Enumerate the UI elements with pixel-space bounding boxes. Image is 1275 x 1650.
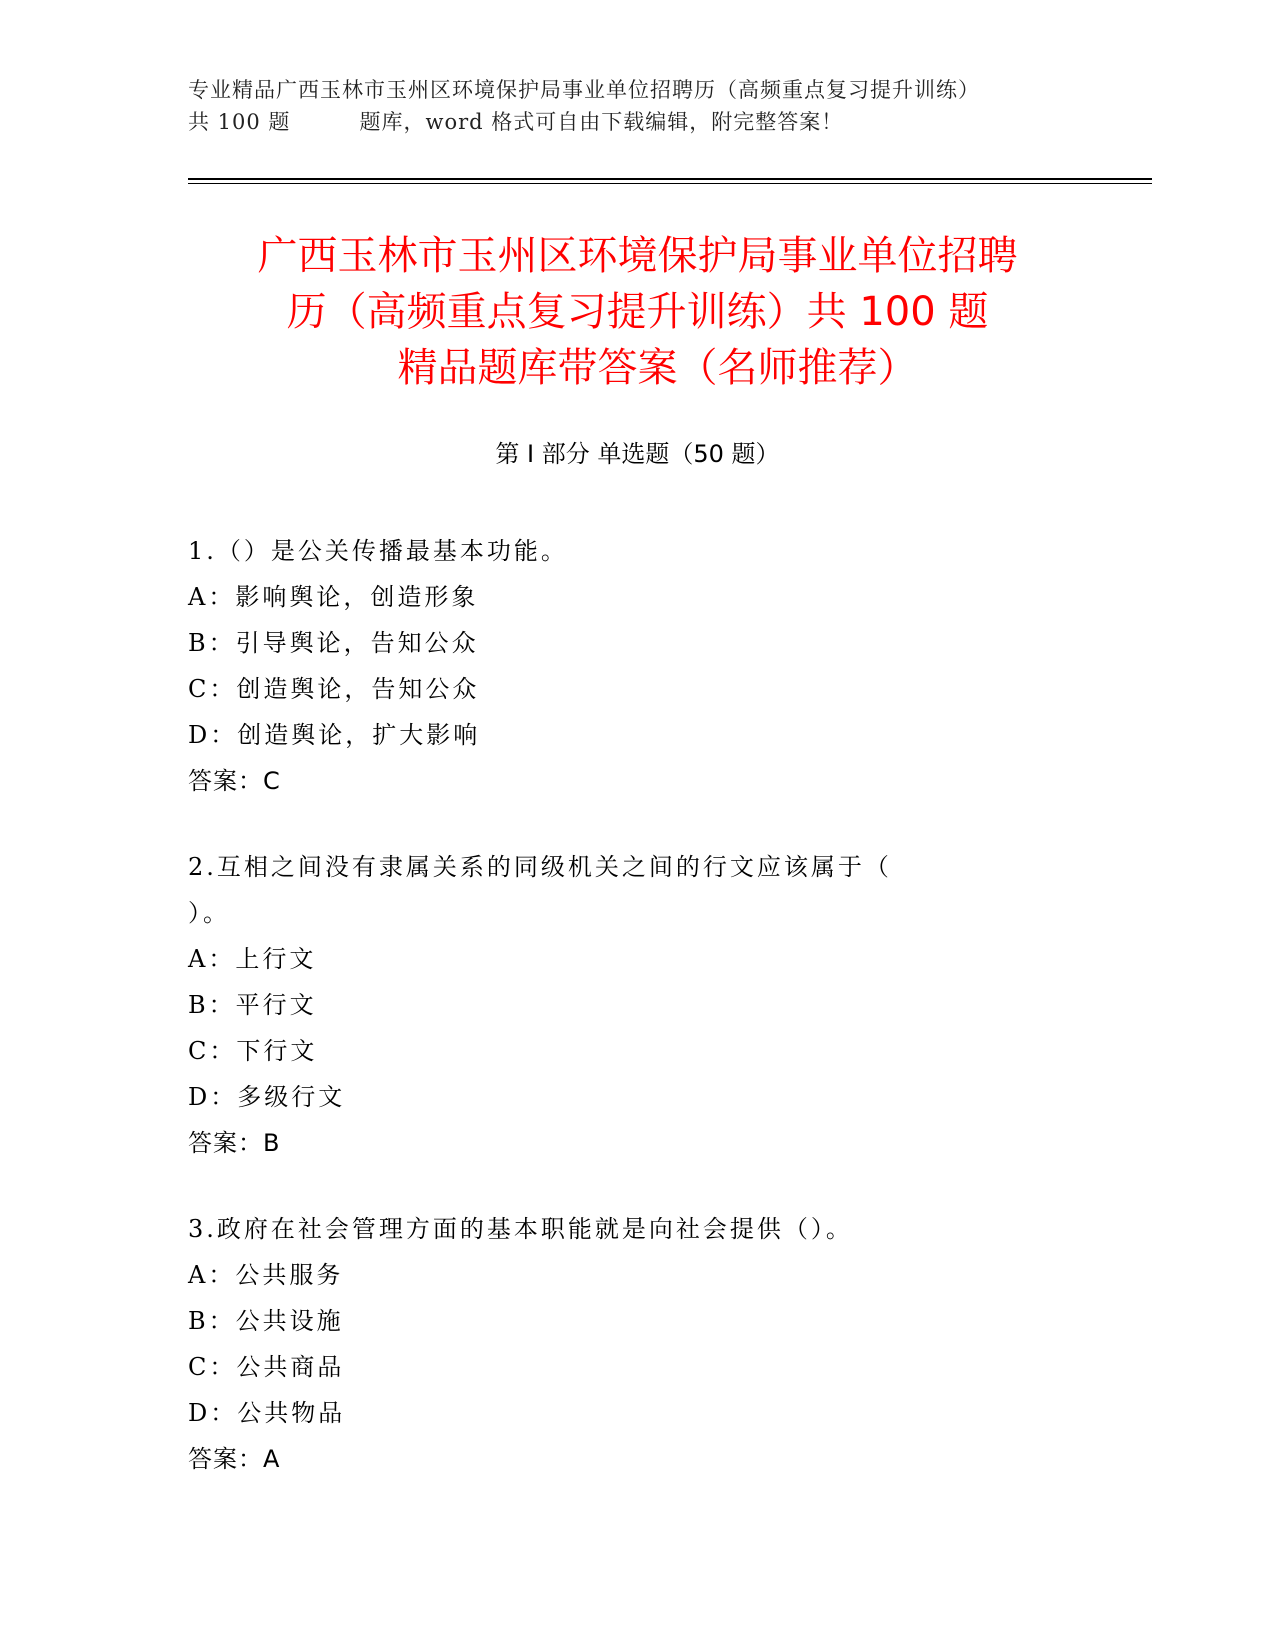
header-divider-thin	[188, 183, 1152, 184]
header-divider-thick	[188, 178, 1152, 180]
option-a: A：上行文	[188, 945, 317, 973]
option-c: C：创造舆论，告知公众	[188, 675, 480, 703]
option-c: C：下行文	[188, 1037, 318, 1065]
option-a: A：公共服务	[188, 1261, 344, 1289]
question-stem: 1.（）是公关传播最基本功能。	[188, 537, 568, 565]
option-c: C：公共商品	[188, 1353, 345, 1381]
option-d: D：创造舆论，扩大影响	[188, 721, 481, 749]
title-line-3: 精品题库带答案（名师推荐）	[397, 345, 918, 391]
question-item	[188, 844, 1088, 1166]
document-header	[188, 74, 1088, 138]
option-a: A：影响舆论，创造形象	[188, 583, 479, 611]
question-stem: 2.互相之间没有隶属关系的同级机关之间的行文应该属于（ ）。	[188, 853, 892, 927]
question-item	[188, 1206, 1088, 1482]
question-list	[188, 528, 1088, 1522]
title-line-2: 历（高频重点复习提升训练）共 100 题	[286, 289, 989, 335]
option-d: D：公共物品	[188, 1399, 346, 1427]
header-line-2: 共 100 题 题库，word 格式可自由下载编辑，附完整答案！	[188, 110, 844, 134]
option-b: B：平行文	[188, 991, 317, 1019]
answer-line: 答案：A	[188, 1445, 281, 1473]
document-title	[150, 228, 1125, 396]
header-line-1: 专业精品广西玉林市玉州区环境保护局事业单位招聘历（高频重点复习提升训练）	[188, 78, 980, 102]
option-d: D：多级行文	[188, 1083, 346, 1111]
option-b: B：引导舆论，告知公众	[188, 629, 479, 657]
option-b: B：公共设施	[188, 1307, 344, 1335]
question-stem: 3.政府在社会管理方面的基本职能就是向社会提供（）。	[188, 1215, 853, 1243]
answer-line: 答案：B	[188, 1129, 281, 1157]
answer-line: 答案：C	[188, 767, 281, 795]
title-line-1: 广西玉林市玉州区环境保护局事业单位招聘	[257, 233, 1018, 279]
section-heading: 第 I 部分 单选题（50 题）	[495, 440, 780, 468]
question-item	[188, 528, 1088, 804]
